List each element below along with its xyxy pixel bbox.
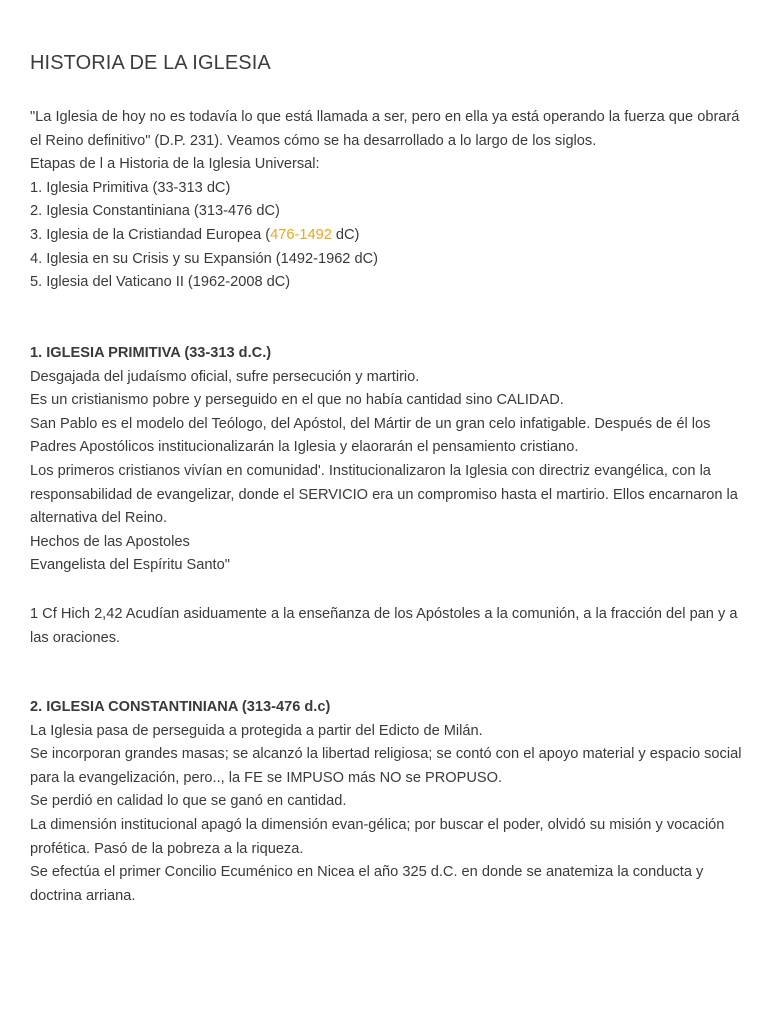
section-paragraph: Se efectúa el primer Concilio Ecuménico en Nicea el año 325 d.C. en donde se anatemiza la conducta y doctrina arriana. <box>30 864 704 904</box>
footnote <box>30 603 742 650</box>
section-primitiva <box>30 342 742 578</box>
stage-item-2: 2. Iglesia Constantiniana (313-476 dC) <box>30 203 280 220</box>
section-paragraph: La Iglesia pasa de perseguida a protegida a partir del Edicto de Milán. <box>30 722 483 739</box>
stage-item-3 <box>30 224 742 248</box>
stage-item-3-suffix: dC) <box>331 226 360 243</box>
page-title: HISTORIA DE LA IGLESIA <box>30 52 271 74</box>
stage-item-3-prefix: 3. Iglesia de la Cristiandad Europea ( <box>30 226 271 243</box>
section-paragraph: Es un cristianismo pobre y perseguido en el que no había cantidad sino CALIDAD. <box>30 392 564 409</box>
stage-3-date-link[interactable]: 476-1492 <box>270 226 332 243</box>
section-paragraph: Evangelista del Espíritu Santo" <box>30 557 230 574</box>
footnote-text: 1 Cf Hich 2,42 Acudían asiduamente a la enseñanza de los Apóstoles a la comunión, a la fracción del pan y a las oraciones. <box>30 606 738 646</box>
section-paragraph: La dimensión institucional apagó la dimensión evan-gélica; por buscar el poder, olvidó su misión y vocación profética. Pasó de la pobreza a la riqueza. <box>30 816 725 857</box>
stages-label: Etapas de l a Historia de la Iglesia Universal: <box>30 156 320 173</box>
intro-quote: "La Iglesia de hoy no es todavía lo que está llamada a ser, pero en ella ya está operando la fuerza que obrará el Reino definitivo" (D.P. 231). Veamos cómo se ha desarrollado a lo largo de los siglos. <box>30 109 740 149</box>
section-heading-constantiniana: 2. IGLESIA CONSTANTINIANA (313-476 d.c) <box>30 699 331 715</box>
section-paragraph: Hechos de las Apostoles <box>30 533 190 550</box>
section-paragraph: Los primeros cristianos vivían en comunidad'. Institucionalizaron la Iglesia con directriz evangélica, con la responsabilidad de evangelizar, donde el SERVICIO era un compromiso hasta el martirio. Ellos encarnaron la alternativa del Reino. <box>30 462 738 527</box>
section-paragraph: Desgajada del judaísmo oficial, sufre persecución y martirio. <box>30 368 420 385</box>
section-paragraph: Se incorporan grandes masas; se alcanzó la libertad religiosa; se contó con el apoyo material y espacio social para la evangelización, pero.., la FE se IMPUSO más NO se PROPUSO. <box>30 746 742 786</box>
section-constantiniana <box>30 696 742 908</box>
intro-section <box>30 106 742 295</box>
section-paragraph: San Pablo es el modelo del Teólogo, del Apóstol, del Mártir de un gran celo infatigable. Después de él los Padres Apostólicos institucionalizarán la Iglesia y elaorarán el pensamiento cristiano. <box>30 415 711 456</box>
stage-item-4: 4. Iglesia en su Crisis y su Expansión (1492-1962 dC) <box>30 250 378 267</box>
stage-item-1: 1. Iglesia Primitiva (33-313 dC) <box>30 179 231 196</box>
section-heading-primitiva: 1. IGLESIA PRIMITIVA (33-313 d.C.) <box>30 345 272 361</box>
stage-item-5: 5. Iglesia del Vaticano II (1962-2008 dC) <box>30 274 291 291</box>
section-paragraph: Se perdió en calidad lo que se ganó en cantidad. <box>30 793 347 810</box>
